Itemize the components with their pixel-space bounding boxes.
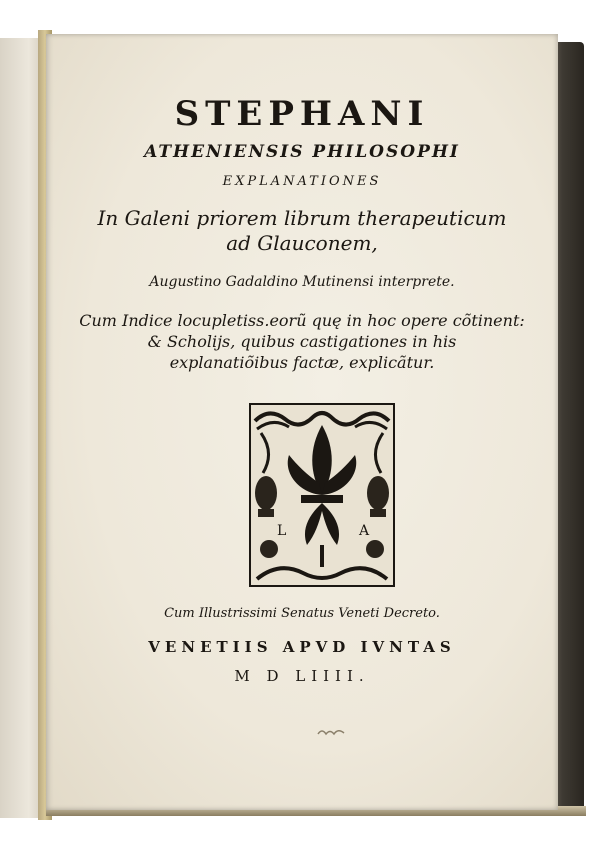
fleur-de-lis-woodcut-icon [249, 403, 395, 587]
work-type: EXPLANATIONES [222, 174, 382, 189]
author-descriptor: ATHENIENSIS PHILOSOPHI [144, 142, 460, 162]
description-line-1: Cum Indice locupletiss.eorũ quę in hoc opere cõtinent: [79, 311, 525, 330]
decree-line: Cum Illustrissimi Senatus Veneti Decreto. [164, 606, 440, 621]
description-line-2: & Scholijs, quibus castigationes in his [147, 332, 457, 351]
description-line-3: explanatiõibus factæ, explicãtur. [169, 353, 435, 372]
author-name: STEPHANI [174, 94, 430, 134]
translator-line: Augustino Gadaldino Mutinensi interprete. [149, 274, 455, 290]
manuscript-mark-icon [316, 726, 346, 738]
svg-text:L: L [277, 523, 287, 539]
svg-text:A: A [359, 523, 370, 539]
subject-line-2: ad Glauconem, [226, 231, 378, 255]
title-page [46, 34, 558, 810]
imprint-year: M D LIIII. [234, 667, 370, 685]
imprint-place: VENETIIS APVD IVNTAS [148, 638, 456, 656]
subject-line-1: In Galeni priorem librum therapeuticum [97, 206, 507, 230]
